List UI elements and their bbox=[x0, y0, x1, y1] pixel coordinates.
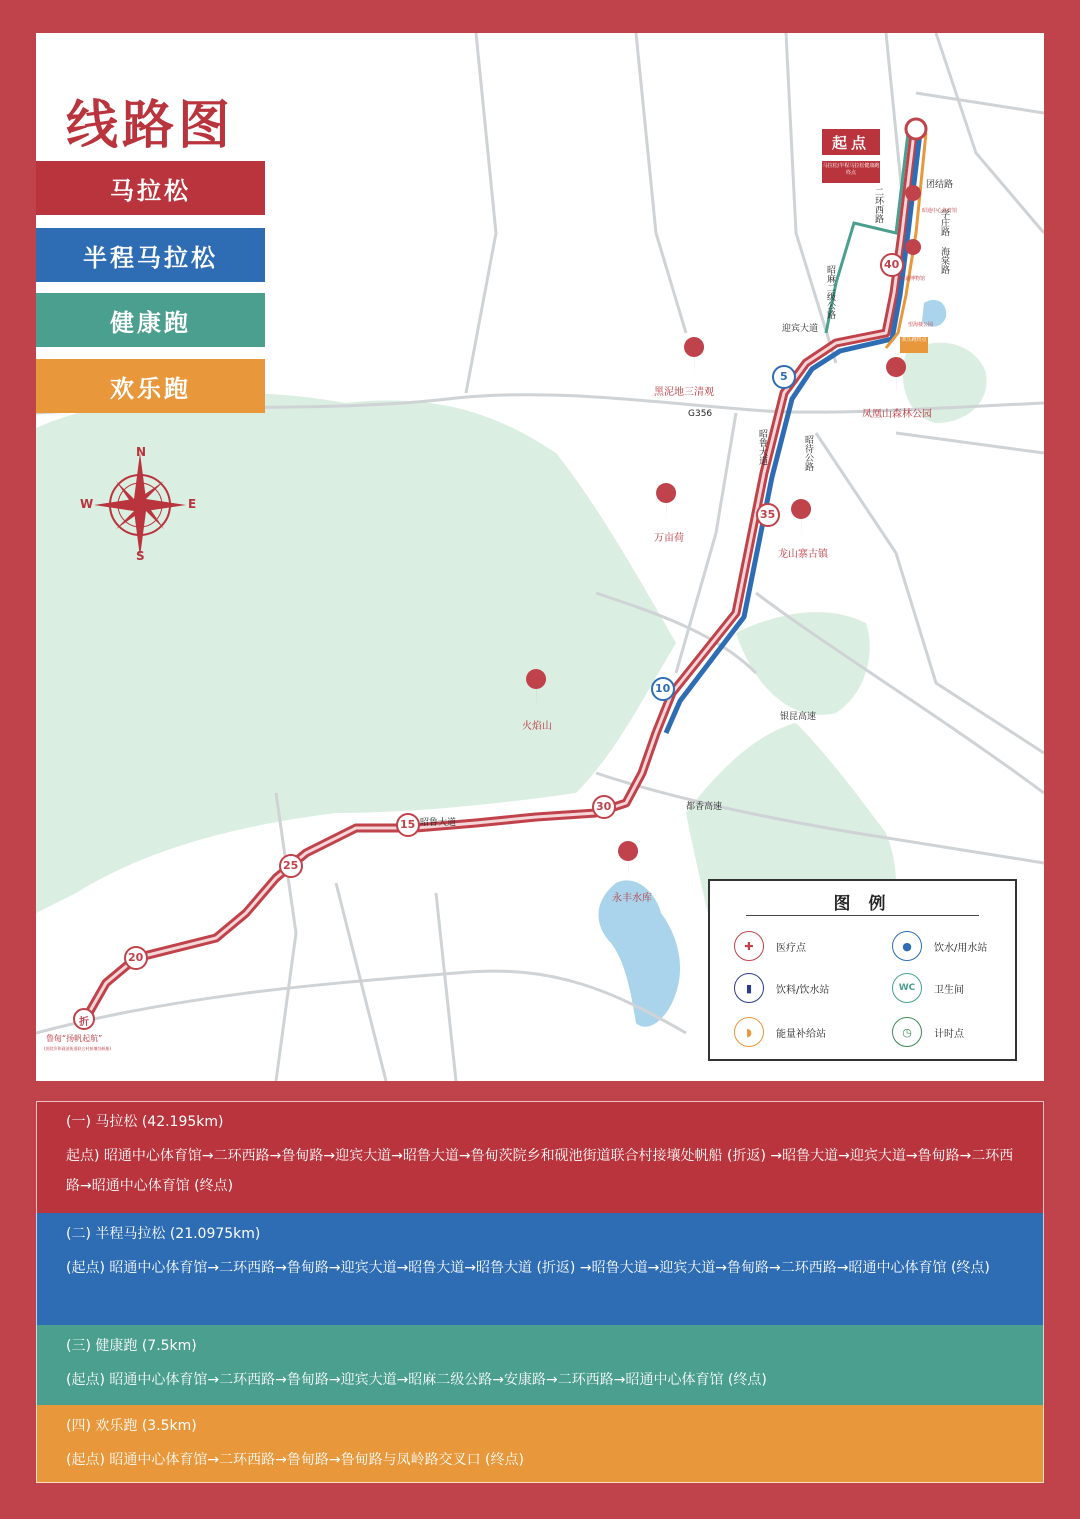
legend-label: 计时点 bbox=[934, 1028, 964, 1040]
legend-item-wc bbox=[892, 973, 964, 1003]
legend-label: 医疗点 bbox=[776, 942, 806, 954]
desc-text: (起点) 昭通中心体育馆→二环西路→鲁甸路→鲁甸路与凤岭路交叉口 (终点) bbox=[66, 1452, 524, 1468]
timer-icon: ◷ bbox=[892, 1017, 922, 1047]
poi-label-museum: 昭通博物馆 bbox=[900, 276, 926, 282]
pin-longshan bbox=[791, 499, 811, 539]
road-label-haitang: 海棠路 bbox=[939, 247, 949, 274]
poi-label-longshan: 龙山寨古镇 bbox=[778, 549, 828, 560]
legend-item-drink bbox=[734, 973, 829, 1003]
road-label-g356: G356 bbox=[688, 409, 713, 419]
road-label-zhaoma: 昭麻二级公路 bbox=[825, 265, 835, 319]
route-button-marathon[interactable]: 马拉松 bbox=[36, 161, 265, 215]
route-button-happy-run[interactable]: 欢乐跑 bbox=[36, 359, 265, 413]
compass-e: E bbox=[188, 497, 197, 511]
km-label-40: 40 bbox=[884, 258, 900, 271]
km-label-20: 20 bbox=[128, 951, 144, 964]
road-label-yinkun: 银昆高速 bbox=[780, 712, 817, 722]
desc-happy-run bbox=[36, 1405, 1044, 1483]
happy-run-end-label: 欢乐跑终点 bbox=[900, 337, 928, 353]
green-area-west bbox=[36, 393, 676, 913]
start-label: 起点 bbox=[822, 129, 880, 155]
compass-w: W bbox=[80, 497, 94, 511]
desc-text: (起点) 昭通中心体育馆→二环西路→鲁甸路→迎宾大道→昭鲁大道→昭鲁大道 (折返) →昭鲁大道→迎宾大道→鲁甸路→二环西路→昭通中心体育馆 (终点) bbox=[66, 1260, 990, 1276]
legend-divider bbox=[746, 915, 979, 916]
banana-icon: ◗ bbox=[734, 1017, 764, 1047]
desc-health-run bbox=[36, 1325, 1044, 1405]
cup-icon: ▮ bbox=[734, 973, 764, 1003]
poi-label-lake: 望海楼公园 bbox=[908, 322, 934, 328]
poi-label-yongfeng: 永丰水库 bbox=[612, 893, 652, 904]
turnaround-sublabel: (茨院乡和砚池街道联合村接壤处帆船) bbox=[44, 1046, 112, 1051]
km-label-35: 35 bbox=[760, 508, 776, 521]
map-legend bbox=[708, 879, 1017, 1061]
km-label-25: 25 bbox=[283, 859, 299, 872]
desc-text: 起点) 昭通中心体育馆→二环西路→鲁甸路→迎宾大道→昭鲁大道→鲁甸茨院乡和砚池街道联合村接壤处帆船 (折返) →昭鲁大道→迎宾大道→鲁甸路→二环西路→昭通中心体育馆 (终点) bbox=[66, 1148, 1014, 1194]
legend-item-water bbox=[892, 931, 987, 961]
water-drop-icon: ● bbox=[892, 931, 922, 961]
route-button-half-marathon[interactable]: 半程马拉松 bbox=[36, 228, 265, 282]
route-button-health-run[interactable]: 健康跑 bbox=[36, 293, 265, 347]
desc-heading: (三) 健康跑 (7.5km) bbox=[66, 1338, 197, 1354]
pin-yongfeng bbox=[618, 841, 638, 881]
road-label-erhuan: 二环西路 bbox=[873, 187, 883, 223]
legend-item-medical bbox=[734, 931, 806, 961]
km-label-10: 10 bbox=[655, 682, 671, 695]
desc-half-marathon bbox=[36, 1213, 1044, 1325]
road-label-xuezhuang: 学庄路 bbox=[939, 209, 949, 236]
page-title: 线路图 bbox=[66, 96, 235, 156]
start-marker bbox=[906, 119, 926, 139]
km-label-30: 30 bbox=[596, 800, 612, 813]
legend-label: 卫生间 bbox=[934, 984, 964, 996]
legend-label: 饮料/饮水站 bbox=[776, 984, 830, 996]
km-label-5: 5 bbox=[780, 370, 788, 383]
road-label-duxiang: 都香高速 bbox=[686, 802, 723, 812]
road-label-yingbin: 迎宾大道 bbox=[782, 324, 819, 334]
road-label-zhaodai: 昭待公路 bbox=[803, 435, 813, 471]
poi-label-wanmu: 万亩荷 bbox=[654, 533, 684, 544]
route-map bbox=[36, 33, 1044, 1081]
poi-label-fenghuang: 凤凰山森林公园 bbox=[862, 409, 932, 420]
desc-heading: (四) 欢乐跑 (3.5km) bbox=[66, 1418, 197, 1434]
compass-s: S bbox=[136, 549, 145, 563]
turnaround-label: 鲁甸“扬帆起航” bbox=[46, 1034, 103, 1043]
desc-heading: (二) 半程马拉松 (21.0975km) bbox=[66, 1226, 261, 1242]
start-sublabel: 马拉松/半程马拉松健康跑终点 bbox=[822, 161, 880, 183]
pin-wanmu bbox=[656, 483, 676, 523]
legend-label: 饮水/用水站 bbox=[934, 942, 988, 954]
legend-item-energy bbox=[734, 1017, 826, 1047]
wc-icon: WC bbox=[892, 973, 922, 1003]
poi-label-heini: 黑泥地三清观 bbox=[654, 387, 714, 398]
desc-text: (起点) 昭通中心体育馆→二环西路→鲁甸路→迎宾大道→昭麻二级公路→安康路→二环西路→昭通中心体育馆 (终点) bbox=[66, 1372, 767, 1388]
compass-n: N bbox=[136, 445, 147, 459]
turnaround-mark: 折 bbox=[79, 1017, 89, 1028]
km-label-15: 15 bbox=[400, 818, 416, 831]
road-label-tuanjie: 团结路 bbox=[926, 180, 954, 190]
desc-heading: (一) 马拉松 (42.195km) bbox=[66, 1114, 224, 1130]
road-label-zhaolu-a: 昭鲁大道 bbox=[757, 429, 767, 465]
legend-label: 能量补给站 bbox=[776, 1028, 826, 1040]
poi-label-huoyan: 火焰山 bbox=[522, 721, 552, 732]
poi-label-gym: 昭通中心体育馆 bbox=[922, 208, 958, 214]
road-label-zhaolu-b: 昭鲁大道 bbox=[420, 818, 457, 828]
legend-item-timer bbox=[892, 1017, 964, 1047]
medical-icon: ✚ bbox=[734, 931, 764, 961]
legend-title: 图 例 bbox=[833, 894, 892, 914]
desc-marathon bbox=[36, 1101, 1044, 1213]
pin-heini bbox=[684, 337, 704, 377]
